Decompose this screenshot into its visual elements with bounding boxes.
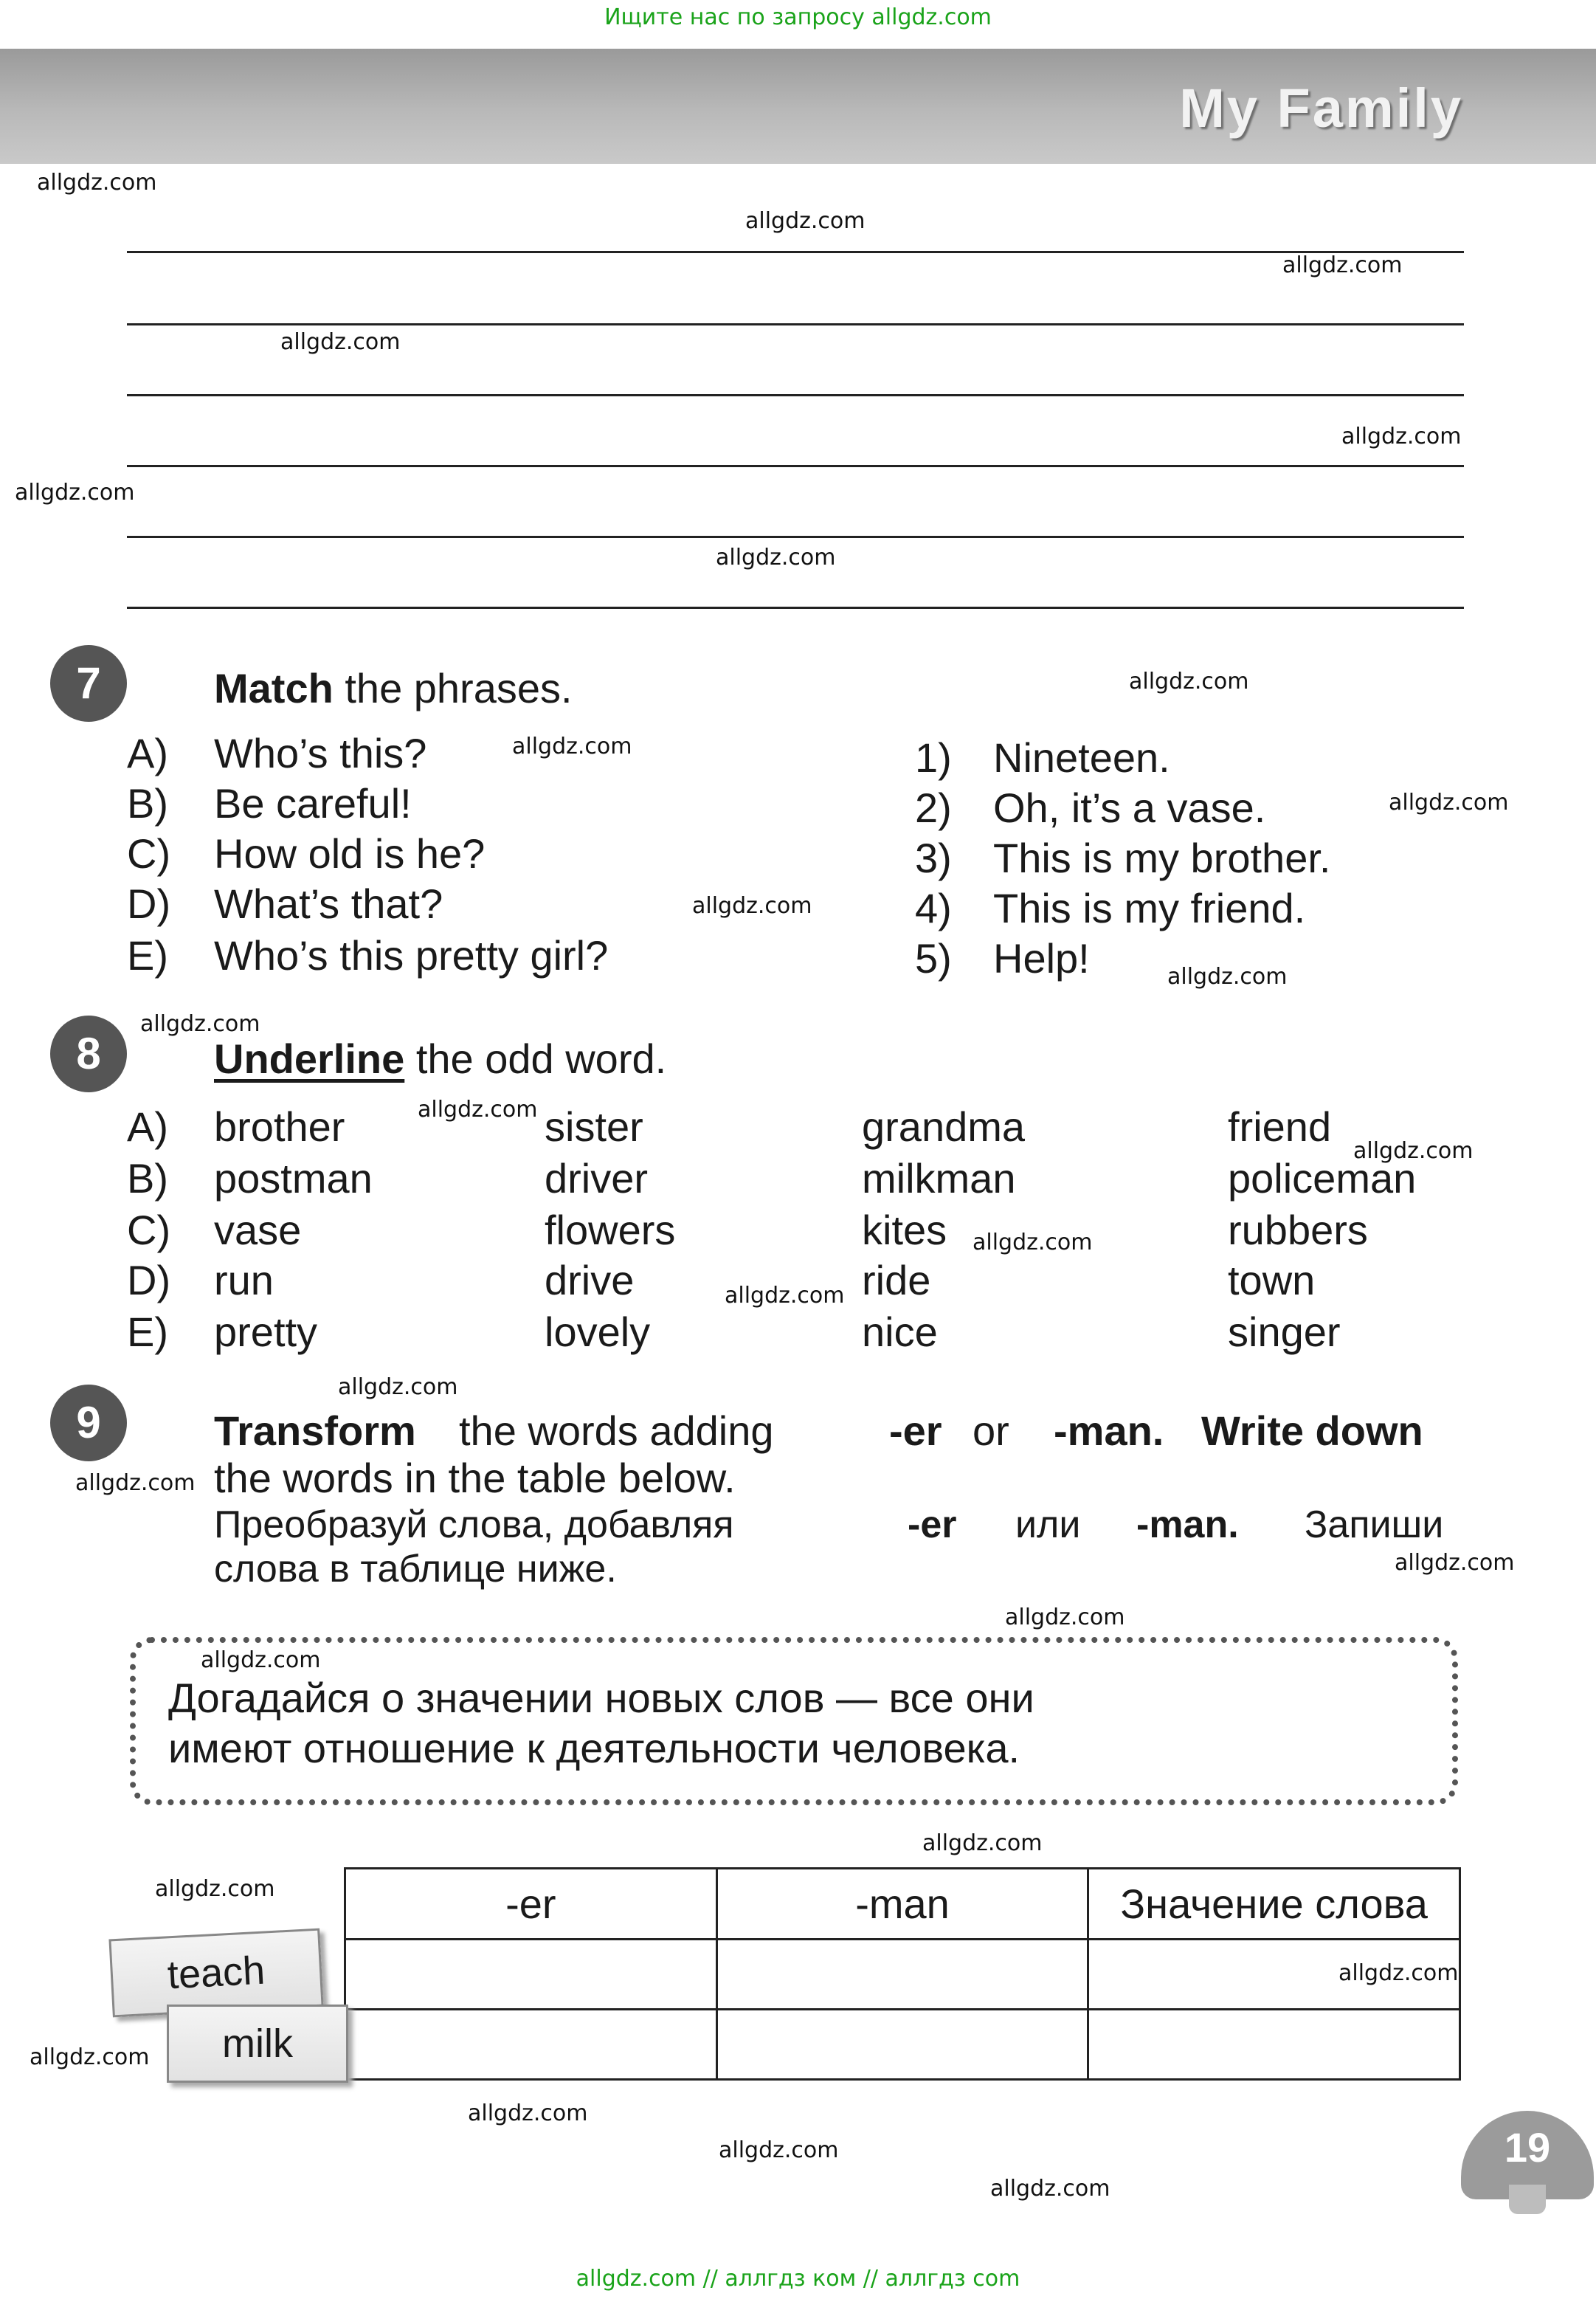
watermark: allgdz.com: [716, 545, 836, 571]
task-7-number-label: 2): [915, 785, 952, 831]
page-title: My Family: [1179, 77, 1463, 139]
task-9-line1-write: [1201, 1407, 1423, 1455]
answer-line: [127, 394, 1464, 396]
task-9-verb: Transform: [214, 1407, 416, 1454]
watermark: allgdz.com: [338, 1374, 458, 1400]
task-8-word: lovely: [545, 1309, 651, 1355]
watermark: allgdz.com: [922, 1830, 1043, 1856]
task-7-answer: Help!: [993, 935, 1090, 982]
answer-line: [127, 607, 1464, 609]
table-cell[interactable]: [716, 1940, 1088, 2010]
watermark: allgdz.com: [512, 734, 632, 759]
answer-line: [127, 536, 1464, 538]
task-8-instruction-rest: the odd word.: [415, 1035, 667, 1082]
watermark: allgdz.com: [140, 1011, 260, 1037]
task-7-letter: D): [127, 880, 171, 927]
watermark: allgdz.com: [280, 329, 401, 355]
task-8-letter: A): [127, 1103, 168, 1150]
task-9-man-suffix: -man.: [1054, 1407, 1164, 1454]
watermark: allgdz.com: [75, 1470, 196, 1496]
watermark: allgdz.com: [1167, 964, 1288, 990]
task-7-number-label: 4): [915, 885, 952, 931]
answer-table: [344, 1867, 1461, 2081]
word-card-milk: milk: [167, 2005, 348, 2083]
task-8-letter: B): [127, 1155, 168, 1202]
task-8-word: friend: [1228, 1103, 1332, 1150]
task-7-number-label: 5): [915, 935, 952, 982]
hint-line-1: Догадайся о значении новых слов — все они: [168, 1675, 1034, 1721]
table-cell[interactable]: [716, 2010, 1088, 2080]
task-7-instruction-rest: the phrases.: [345, 665, 573, 711]
task-8-word: drive: [545, 1257, 635, 1303]
task-9-write-down: Write down: [1201, 1407, 1423, 1454]
task-9-er-suffix: -er: [889, 1407, 942, 1454]
watermark: allgdz.com: [37, 170, 157, 196]
task-8-word: kites: [862, 1207, 947, 1253]
task-8-word: run: [214, 1257, 274, 1303]
task-9-number: 9: [50, 1385, 127, 1461]
task-8-word: vase: [214, 1207, 302, 1253]
table-header-meaning: Значение слова: [1088, 1869, 1460, 1940]
table-cell[interactable]: [345, 1940, 717, 2010]
watermark: allgdz.com: [1282, 252, 1403, 278]
task-8-word: sister: [545, 1103, 643, 1150]
task-8-word: ride: [862, 1257, 931, 1303]
watermark: allgdz.com: [1129, 669, 1249, 694]
footer-note: allgdz.com // аллгдз ком // аллгдз com: [576, 2266, 1020, 2292]
page-number-stem: [1509, 2185, 1546, 2214]
task-7-letter: C): [127, 830, 171, 877]
hint-line-2: имеют отношение к деятельности человека.: [168, 1725, 1020, 1771]
task-8-word: brother: [214, 1103, 345, 1150]
task-8-word: grandma: [862, 1103, 1026, 1150]
task-8-letter: E): [127, 1309, 168, 1355]
task-9-ru-ili: или: [1015, 1503, 1081, 1546]
task-9-ru-line2: слова в таблице ниже.: [214, 1548, 617, 1590]
answer-line: [127, 251, 1464, 253]
task-9-line1-man: [1054, 1407, 1164, 1455]
watermark: allgdz.com: [725, 1283, 845, 1309]
watermark: allgdz.com: [745, 208, 866, 234]
watermark: allgdz.com: [201, 1647, 321, 1673]
watermark: allgdz.com: [418, 1097, 538, 1123]
watermark: allgdz.com: [692, 893, 812, 919]
task-8-word: policeman: [1228, 1155, 1417, 1202]
watermark: allgdz.com: [155, 1876, 275, 1902]
task-9-line2: the words in the table below.: [214, 1455, 736, 1501]
task-8-word: milkman: [862, 1155, 1016, 1202]
task-7-phrase: Be careful!: [214, 780, 412, 827]
task-8-letter: C): [127, 1207, 171, 1253]
table-header-man: -man: [716, 1869, 1088, 1940]
task-7-phrase: Who’s this?: [214, 730, 427, 776]
watermark: allgdz.com: [973, 1230, 1093, 1255]
task-7-letter: A): [127, 730, 168, 776]
task-8-letter: D): [127, 1257, 171, 1303]
task-7-answer: Nineteen.: [993, 734, 1170, 781]
task-7-letter: E): [127, 932, 168, 979]
watermark: allgdz.com: [1395, 1550, 1515, 1576]
task-8-word: postman: [214, 1155, 373, 1202]
task-8-word: driver: [545, 1155, 649, 1202]
watermark: allgdz.com: [1005, 1605, 1125, 1630]
task-8-word: singer: [1228, 1309, 1341, 1355]
task-8-instruction: [214, 1035, 666, 1083]
task-9-ru-zap: Запиши: [1305, 1503, 1444, 1546]
task-7-answer: Oh, it’s a vase.: [993, 785, 1266, 831]
watermark: allgdz.com: [990, 2176, 1110, 2202]
task-9-ru-er-suffix: -er: [908, 1503, 957, 1546]
task-7-number-label: 1): [915, 734, 952, 781]
task-7-number-label: 3): [915, 835, 952, 881]
watermark: allgdz.com: [15, 480, 135, 506]
task-7-phrase: What’s that?: [214, 880, 443, 927]
task-9-line1-a: [214, 1407, 416, 1455]
task-9-line1-b: the words adding: [459, 1407, 774, 1454]
task-9-ru-man-suffix: -man.: [1136, 1503, 1239, 1546]
watermark: allgdz.com: [1353, 1138, 1474, 1164]
task-7-answer: This is my friend.: [993, 885, 1306, 931]
answer-line: [127, 465, 1464, 467]
watermark: allgdz.com: [719, 2137, 839, 2163]
task-8-verb: Underline: [214, 1035, 405, 1082]
task-9-line1-er: [889, 1407, 942, 1455]
task-7-letter: B): [127, 780, 168, 827]
task-7-number: 7: [50, 645, 127, 722]
task-9-ru-a: Преобразуй слова, добавляя: [214, 1503, 734, 1546]
task-7-verb: Match: [214, 665, 334, 711]
word-card-teach: teach: [108, 1929, 323, 2018]
watermark: allgdz.com: [1338, 1960, 1459, 1986]
top-search-note: Ищите нас по запросу allgdz.com: [604, 4, 992, 30]
task-8-word: flowers: [545, 1207, 676, 1253]
watermark: allgdz.com: [30, 2044, 150, 2070]
task-7-answer: This is my brother.: [993, 835, 1331, 881]
watermark: allgdz.com: [1341, 424, 1462, 449]
page-number: 19: [1461, 2111, 1594, 2199]
task-8-word: rubbers: [1228, 1207, 1368, 1253]
task-8-word: nice: [862, 1309, 938, 1355]
task-9-ru-man: [1136, 1503, 1239, 1547]
task-8-word: town: [1228, 1257, 1316, 1303]
task-8-word: pretty: [214, 1309, 318, 1355]
task-7-phrase: How old is he?: [214, 830, 486, 877]
answer-line: [127, 323, 1464, 325]
task-9-ru-er: [908, 1503, 956, 1547]
task-7-instruction: [214, 664, 573, 712]
table-cell[interactable]: [1088, 2010, 1460, 2080]
task-9-line1-or: or: [973, 1407, 1009, 1454]
table-header-er: -er: [345, 1869, 717, 1940]
task-8-number: 8: [50, 1016, 127, 1092]
watermark: allgdz.com: [468, 2100, 588, 2126]
table-cell[interactable]: [345, 2010, 717, 2080]
watermark: allgdz.com: [1389, 790, 1509, 816]
task-7-phrase: Who’s this pretty girl?: [214, 932, 609, 979]
